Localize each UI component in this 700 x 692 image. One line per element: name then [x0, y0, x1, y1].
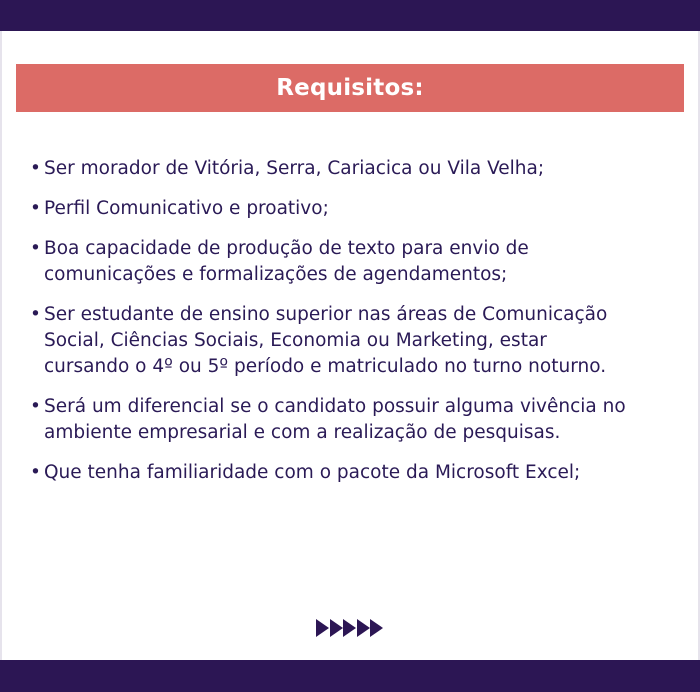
header-title: Requisitos: — [276, 75, 424, 101]
requirement-text: Ser estudante de ensino superior nas áreas de Comunicação Social, Ciências Sociais, Economia ou Marketing, estar cursando o 4º ou 5º período e matriculado no turno noturno. — [44, 304, 608, 377]
top-frame-bar — [0, 0, 700, 31]
left-edge — [0, 31, 2, 660]
arrow-right-icon — [316, 619, 329, 637]
list-item — [30, 236, 690, 288]
arrow-right-icon — [330, 619, 343, 637]
list-item — [30, 394, 690, 446]
list-item — [30, 302, 690, 380]
bullet-icon: • — [30, 158, 41, 179]
requirement-text: Que tenha familiaridade com o pacote da Microsoft Excel; — [44, 462, 581, 483]
requirement-text: Será um diferencial se o candidato possuir alguma vivência no ambiente empresarial e com a realização de pesquisas. — [44, 396, 626, 443]
requirement-text: Boa capacidade de produção de texto para envio de comunicações e formalizações de agendamentos; — [44, 238, 529, 285]
bullet-icon: • — [30, 198, 41, 219]
header-banner — [16, 64, 684, 112]
arrow-right-icon — [343, 619, 356, 637]
arrow-right-icon — [357, 619, 370, 637]
arrow-right-icon — [370, 619, 383, 637]
bullet-icon: • — [30, 304, 41, 325]
next-arrows-icon[interactable] — [316, 619, 384, 637]
requirements-list — [30, 156, 690, 500]
requirement-text: Ser morador de Vitória, Serra, Cariacica ou Vila Velha; — [44, 158, 545, 179]
list-item — [30, 196, 690, 222]
list-item — [30, 156, 690, 182]
bullet-icon: • — [30, 396, 41, 417]
bullet-icon: • — [30, 238, 41, 259]
list-item — [30, 460, 690, 486]
requirement-text: Perfil Comunicativo e proativo; — [44, 198, 329, 219]
bullet-icon: • — [30, 462, 41, 483]
bottom-frame-bar — [0, 660, 700, 692]
